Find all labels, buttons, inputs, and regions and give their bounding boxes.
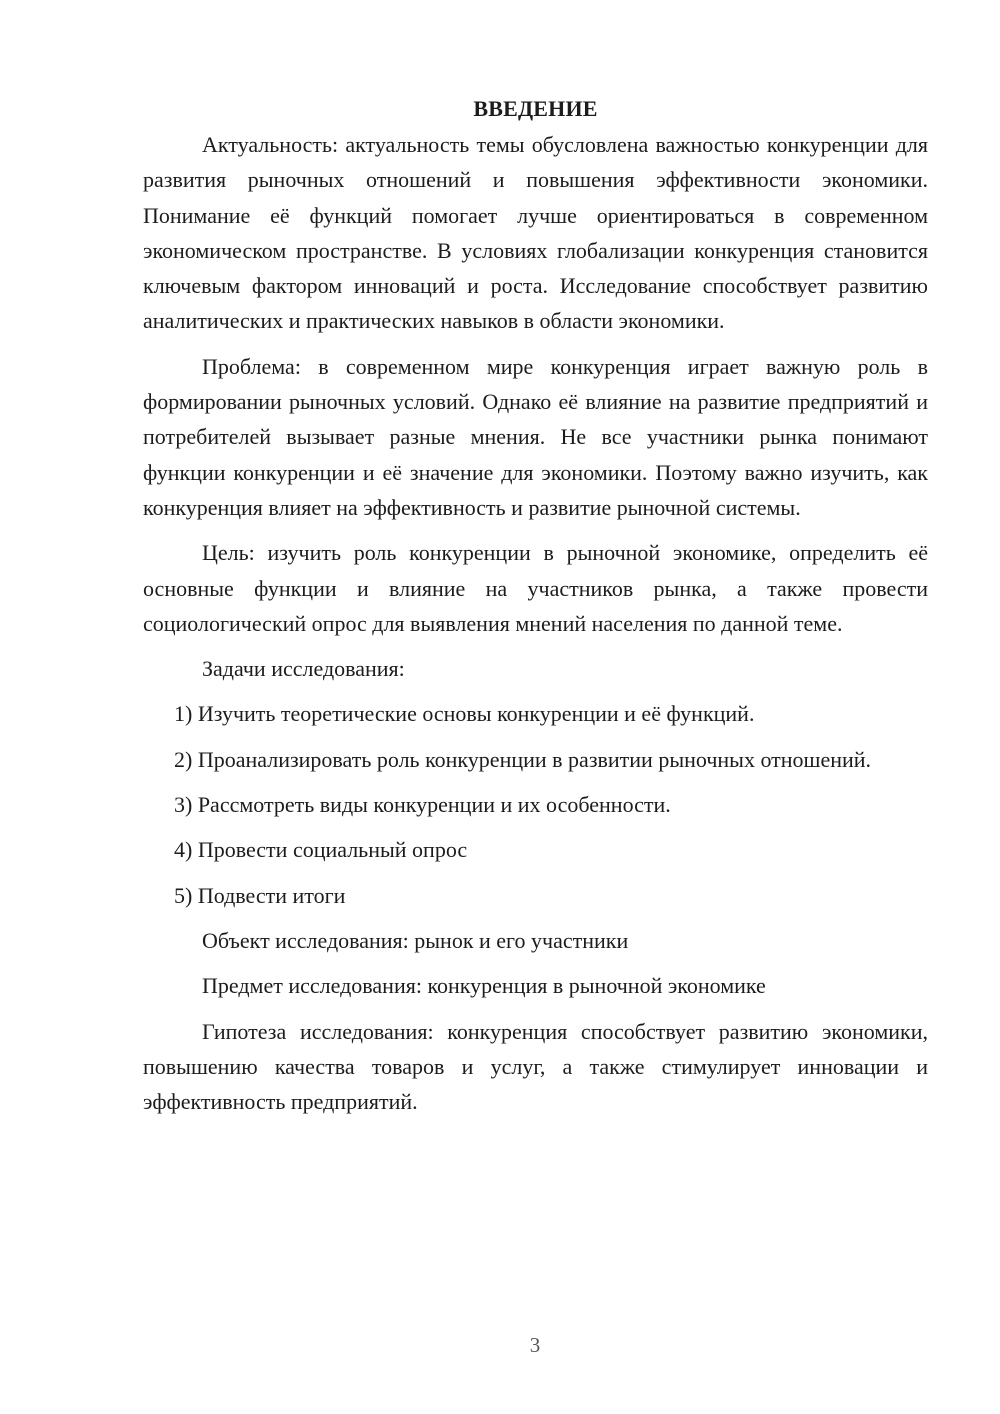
- problem-paragraph: Проблема: в современном мире конкуренция играет важную роль в формировании рыночных условий. Однако её влияние на развитие предприятий и потребителей вызывает разные мнения. Не все участники рынка понимают функции конкуренции и её значение для экономики. Поэтому важно изучить, как конкуренция влияет на эффективность и развитие рыночной системы.: [143, 353, 928, 520]
- hypothesis-paragraph: Гипотеза исследования: конкуренция способствует развитию экономики, повышению качества товаров и услуг, а также стимулирует инновации и эффективность предприятий.: [143, 1018, 928, 1115]
- task-item: 3) Рассмотреть виды конкуренции и их особенности.: [174, 792, 671, 818]
- task-item: 5) Подвести итоги: [174, 882, 346, 908]
- task-item: 2) Проанализировать роль конкуренции в развитии рыночных отношений.: [174, 746, 872, 772]
- page-number: 3: [529, 1333, 541, 1357]
- relevance-paragraph: Актуальность: актуальность темы обусловлена важностью конкуренции для развития рыночных отношений и повышения эффективности экономики. Понимание её функций помогает лучше ориентироваться в современном экономическом пространстве. В условиях глобализации конкуренция становится ключевым фактором инноваций и роста. Исследование способствует развитию аналитических и практических навыков в области экономики.: [143, 132, 928, 334]
- tasks-heading: Задачи исследования:: [202, 656, 405, 682]
- page-title: ВВЕДЕНИЕ: [473, 96, 598, 121]
- goal-paragraph: Цель: изучить роль конкуренции в рыночной экономике, определить её основные функции и влияние на участников рынка, а также провести социологический опрос для выявления мнений населения по данной теме.: [143, 540, 928, 636]
- document-page: [143, 92, 928, 1129]
- task-item: 4) Провести социальный опрос: [174, 837, 468, 863]
- task-item: 1) Изучить теоретические основы конкуренции и её функций.: [174, 701, 755, 727]
- object-paragraph: Объект исследования: рынок и его участники: [202, 927, 629, 953]
- subject-paragraph: Предмет исследования: конкуренция в рыночной экономике: [202, 973, 766, 999]
